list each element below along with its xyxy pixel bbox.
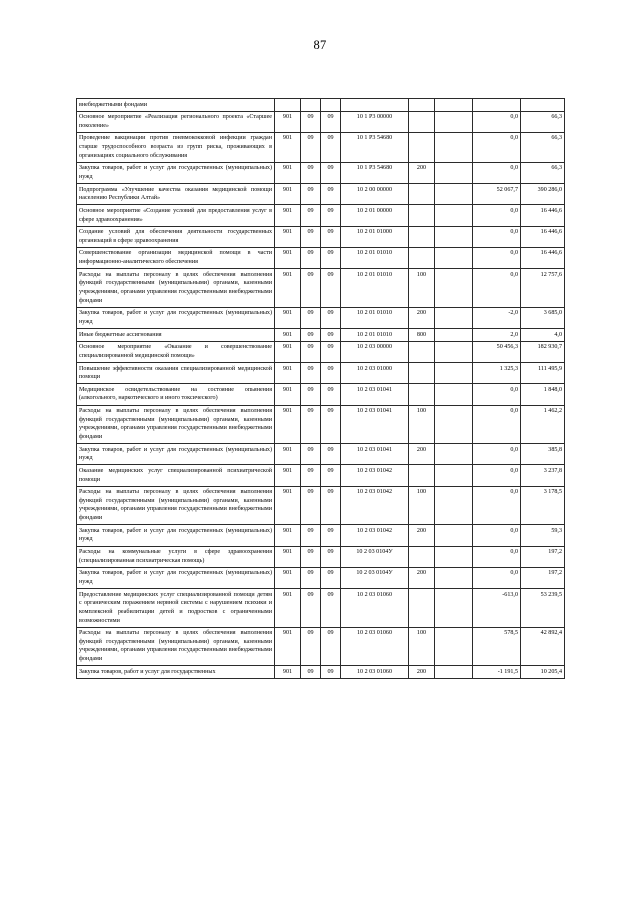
cell-section: 09 xyxy=(301,465,321,486)
table-row xyxy=(77,384,565,405)
cell-amount-total: 111 495,9 xyxy=(521,363,565,384)
cell-chief-administrator: 901 xyxy=(275,589,301,628)
cell-name: Закупка товаров, работ и услуг для государственных (муниципальных) нужд xyxy=(77,567,275,588)
table-row xyxy=(77,329,565,342)
cell-amount-change: -1 191,5 xyxy=(473,666,521,679)
cell-amount-change: 0,0 xyxy=(473,132,521,162)
cell-amount-total: 66,3 xyxy=(521,162,565,183)
cell-amount-change: 0,0 xyxy=(473,546,521,567)
cell-blank xyxy=(435,269,473,308)
cell-chief-administrator: 901 xyxy=(275,162,301,183)
cell-amount-change: 0,0 xyxy=(473,525,521,546)
cell-amount-total: 10 205,4 xyxy=(521,666,565,679)
cell-expense-type: 100 xyxy=(409,405,435,444)
cell-name: Предоставление медицинских услуг специализированной помощи детям с органическим поражением нервной системы с нарушением психики и комплексной реабилитации детей и подростков с ограниченными возможностями xyxy=(77,589,275,628)
cell-amount-change: 50 456,3 xyxy=(473,341,521,362)
cell-target-code: 10 2 01 01010 xyxy=(341,269,409,308)
cell-amount-change: 0,0 xyxy=(473,247,521,268)
cell-expense-type xyxy=(409,184,435,205)
cell-target-code xyxy=(341,99,409,112)
cell-blank xyxy=(435,666,473,679)
cell-subsection: 09 xyxy=(321,205,341,226)
cell-amount-total: 385,8 xyxy=(521,444,565,465)
cell-subsection: 09 xyxy=(321,363,341,384)
table-row xyxy=(77,546,565,567)
cell-expense-type: 200 xyxy=(409,525,435,546)
cell-name: Расходы на выплаты персоналу в целях обеспечения выполнения функций государственными (муниципальными) органами, казенными учреждениями, органами управления государственными внебюджетными фондами xyxy=(77,486,275,525)
cell-blank xyxy=(435,465,473,486)
cell-amount-change: 0,0 xyxy=(473,226,521,247)
cell-amount-total: 12 757,6 xyxy=(521,269,565,308)
cell-subsection: 09 xyxy=(321,132,341,162)
table-row xyxy=(77,666,565,679)
cell-section: 09 xyxy=(301,627,321,666)
cell-chief-administrator: 901 xyxy=(275,226,301,247)
table-row xyxy=(77,132,565,162)
cell-expense-type xyxy=(409,247,435,268)
cell-subsection: 09 xyxy=(321,269,341,308)
cell-subsection: 09 xyxy=(321,627,341,666)
cell-subsection: 09 xyxy=(321,162,341,183)
cell-chief-administrator: 901 xyxy=(275,363,301,384)
cell-amount-total: 3 178,5 xyxy=(521,486,565,525)
table-row xyxy=(77,99,565,112)
cell-chief-administrator: 901 xyxy=(275,205,301,226)
cell-section: 09 xyxy=(301,247,321,268)
cell-target-code: 10 2 03 0104У xyxy=(341,546,409,567)
cell-blank xyxy=(435,99,473,112)
cell-subsection: 09 xyxy=(321,666,341,679)
cell-subsection: 09 xyxy=(321,486,341,525)
cell-name: Расходы на выплаты персоналу в целях обеспечения выполнения функций государственными (муниципальными) органами, казенными учреждениями, органами управления государственными внебюджетными фондами xyxy=(77,405,275,444)
cell-target-code: 10 2 03 01041 xyxy=(341,444,409,465)
table-row xyxy=(77,444,565,465)
cell-target-code: 10 2 01 01010 xyxy=(341,307,409,328)
cell-amount-total: 66,3 xyxy=(521,111,565,132)
cell-amount-total: 182 930,7 xyxy=(521,341,565,362)
table-row xyxy=(77,589,565,628)
cell-target-code: 10 2 01 01000 xyxy=(341,226,409,247)
cell-section: 09 xyxy=(301,184,321,205)
cell-subsection: 09 xyxy=(321,247,341,268)
cell-name: внебюджетными фондами xyxy=(77,99,275,112)
cell-section: 09 xyxy=(301,341,321,362)
cell-subsection: 09 xyxy=(321,405,341,444)
cell-target-code: 10 2 03 01041 xyxy=(341,405,409,444)
cell-name: Основное мероприятие «Создание условий для предоставления услуг в сфере здравоохранения» xyxy=(77,205,275,226)
cell-section: 09 xyxy=(301,162,321,183)
cell-section: 09 xyxy=(301,486,321,525)
cell-chief-administrator: 901 xyxy=(275,384,301,405)
cell-name: Проведение вакцинации против пневмококковой инфекции граждан старше трудоспособного возраста из групп риска, проживающих в организациях социального обслуживания xyxy=(77,132,275,162)
cell-target-code: 10 2 01 00000 xyxy=(341,205,409,226)
cell-subsection: 09 xyxy=(321,589,341,628)
cell-name: Создание условий для обеспечения деятельности государственных организаций в сфере здравоохранения xyxy=(77,226,275,247)
table-row xyxy=(77,486,565,525)
table-row xyxy=(77,567,565,588)
cell-section: 09 xyxy=(301,546,321,567)
cell-blank xyxy=(435,405,473,444)
cell-name: Закупка товаров, работ и услуг для государственных (муниципальных) нужд xyxy=(77,525,275,546)
cell-target-code: 10 2 03 01042 xyxy=(341,525,409,546)
cell-target-code: 10 2 03 01000 xyxy=(341,363,409,384)
cell-chief-administrator: 901 xyxy=(275,405,301,444)
table-row xyxy=(77,247,565,268)
cell-section: 09 xyxy=(301,567,321,588)
cell-expense-type xyxy=(409,363,435,384)
cell-subsection xyxy=(321,99,341,112)
cell-target-code: 10 2 03 01060 xyxy=(341,627,409,666)
table-row xyxy=(77,226,565,247)
cell-amount-change: 0,0 xyxy=(473,567,521,588)
cell-amount-total: 16 446,6 xyxy=(521,226,565,247)
cell-section xyxy=(301,99,321,112)
cell-target-code: 10 2 00 00000 xyxy=(341,184,409,205)
cell-amount-change: 0,0 xyxy=(473,111,521,132)
cell-blank xyxy=(435,184,473,205)
cell-section: 09 xyxy=(301,111,321,132)
cell-expense-type: 200 xyxy=(409,567,435,588)
cell-target-code: 10 2 03 01042 xyxy=(341,486,409,525)
cell-name: Расходы на коммунальные услуги в сфере здравоохранения (специализированная психиатрическая помощь) xyxy=(77,546,275,567)
cell-name: Повышение эффективности оказания специализированной медицинской помощи xyxy=(77,363,275,384)
budget-table-body xyxy=(77,99,565,679)
cell-amount-change: 0,0 xyxy=(473,205,521,226)
cell-target-code: 10 2 03 0104У xyxy=(341,567,409,588)
cell-amount-change: 0,0 xyxy=(473,384,521,405)
cell-amount-total: 59,3 xyxy=(521,525,565,546)
cell-name: Расходы на выплаты персоналу в целях обеспечения выполнения функций государственными (муниципальными) органами, казенными учреждениями, органами управления государственными внебюджетными фондами xyxy=(77,627,275,666)
cell-blank xyxy=(435,444,473,465)
cell-expense-type xyxy=(409,205,435,226)
cell-chief-administrator: 901 xyxy=(275,184,301,205)
cell-amount-total xyxy=(521,99,565,112)
cell-amount-change: -2,0 xyxy=(473,307,521,328)
cell-section: 09 xyxy=(301,307,321,328)
cell-amount-change: 52 067,7 xyxy=(473,184,521,205)
cell-amount-change xyxy=(473,99,521,112)
cell-blank xyxy=(435,307,473,328)
cell-expense-type: 100 xyxy=(409,486,435,525)
cell-name: Оказание медицинских услуг специализированной психиатрической помощи xyxy=(77,465,275,486)
cell-amount-change: 2,0 xyxy=(473,329,521,342)
table-row xyxy=(77,363,565,384)
cell-expense-type: 200 xyxy=(409,307,435,328)
cell-chief-administrator: 901 xyxy=(275,567,301,588)
cell-amount-total: 3 237,8 xyxy=(521,465,565,486)
cell-subsection: 09 xyxy=(321,384,341,405)
cell-blank xyxy=(435,384,473,405)
cell-target-code: 10 2 01 01010 xyxy=(341,247,409,268)
cell-section: 09 xyxy=(301,444,321,465)
cell-name: Медицинское освидетельствование на состояние опьянения (алкогольного, наркотического и иного токсического) xyxy=(77,384,275,405)
cell-subsection: 09 xyxy=(321,567,341,588)
cell-amount-change: 578,5 xyxy=(473,627,521,666)
cell-expense-type xyxy=(409,111,435,132)
cell-section: 09 xyxy=(301,329,321,342)
cell-chief-administrator: 901 xyxy=(275,269,301,308)
cell-chief-administrator xyxy=(275,99,301,112)
cell-subsection: 09 xyxy=(321,444,341,465)
cell-target-code: 10 1 P3 54680 xyxy=(341,162,409,183)
cell-blank xyxy=(435,226,473,247)
cell-blank xyxy=(435,363,473,384)
cell-blank xyxy=(435,525,473,546)
cell-target-code: 10 2 03 01060 xyxy=(341,666,409,679)
cell-chief-administrator: 901 xyxy=(275,307,301,328)
cell-chief-administrator: 901 xyxy=(275,329,301,342)
table-row xyxy=(77,465,565,486)
cell-name: Закупка товаров, работ и услуг для государственных (муниципальных) нужд xyxy=(77,307,275,328)
cell-amount-change: 0,0 xyxy=(473,444,521,465)
page-number: 87 xyxy=(313,38,327,52)
cell-chief-administrator: 901 xyxy=(275,111,301,132)
cell-expense-type xyxy=(409,99,435,112)
cell-chief-administrator: 901 xyxy=(275,465,301,486)
cell-subsection: 09 xyxy=(321,546,341,567)
table-row xyxy=(77,269,565,308)
cell-section: 09 xyxy=(301,205,321,226)
cell-amount-change: 0,0 xyxy=(473,269,521,308)
cell-name: Расходы на выплаты персоналу в целях обеспечения выполнения функций государственными (муниципальными) органами, казенными учреждениями, органами управления государственными внебюджетными фондами xyxy=(77,269,275,308)
cell-target-code: 10 1 P3 54680 xyxy=(341,132,409,162)
cell-blank xyxy=(435,341,473,362)
cell-amount-change: 1 325,3 xyxy=(473,363,521,384)
cell-amount-total: 1 462,2 xyxy=(521,405,565,444)
table-row xyxy=(77,184,565,205)
cell-chief-administrator: 901 xyxy=(275,666,301,679)
cell-expense-type: 200 xyxy=(409,444,435,465)
cell-expense-type xyxy=(409,589,435,628)
cell-amount-change: 0,0 xyxy=(473,405,521,444)
cell-target-code: 10 2 03 01041 xyxy=(341,384,409,405)
cell-section: 09 xyxy=(301,132,321,162)
table-row xyxy=(77,111,565,132)
cell-name: Основное мероприятие «Оказание и совершенствование специализированной медицинской помощи» xyxy=(77,341,275,362)
table-row xyxy=(77,341,565,362)
cell-blank xyxy=(435,205,473,226)
cell-amount-change: -613,0 xyxy=(473,589,521,628)
table-row xyxy=(77,162,565,183)
cell-amount-total: 16 446,6 xyxy=(521,205,565,226)
cell-blank xyxy=(435,329,473,342)
cell-section: 09 xyxy=(301,525,321,546)
table-row xyxy=(77,525,565,546)
cell-amount-total: 197,2 xyxy=(521,546,565,567)
cell-expense-type xyxy=(409,546,435,567)
cell-name: Совершенствование организации медицинской помощи в части информационно-аналитического обеспечения xyxy=(77,247,275,268)
table-row xyxy=(77,405,565,444)
cell-amount-total: 4,0 xyxy=(521,329,565,342)
cell-blank xyxy=(435,589,473,628)
cell-blank xyxy=(435,486,473,525)
cell-amount-total: 66,3 xyxy=(521,132,565,162)
budget-table xyxy=(76,98,565,679)
cell-chief-administrator: 901 xyxy=(275,627,301,666)
cell-amount-change: 0,0 xyxy=(473,486,521,525)
cell-expense-type: 200 xyxy=(409,162,435,183)
cell-section: 09 xyxy=(301,384,321,405)
cell-name: Основное мероприятие «Реализация регионального проекта «Старшее поколение» xyxy=(77,111,275,132)
cell-expense-type xyxy=(409,341,435,362)
cell-subsection: 09 xyxy=(321,525,341,546)
cell-amount-total: 3 685,0 xyxy=(521,307,565,328)
table-row xyxy=(77,627,565,666)
cell-subsection: 09 xyxy=(321,184,341,205)
cell-blank xyxy=(435,627,473,666)
cell-amount-total: 197,2 xyxy=(521,567,565,588)
cell-section: 09 xyxy=(301,226,321,247)
cell-subsection: 09 xyxy=(321,111,341,132)
cell-expense-type xyxy=(409,465,435,486)
cell-name: Закупка товаров, работ и услуг для государственных (муниципальных) нужд xyxy=(77,444,275,465)
budget-table-container xyxy=(76,98,564,679)
cell-name: Подпрограмма «Улучшение качества оказания медицинской помощи населению Республики Алтай» xyxy=(77,184,275,205)
cell-chief-administrator: 901 xyxy=(275,444,301,465)
cell-subsection: 09 xyxy=(321,465,341,486)
cell-amount-total: 1 848,0 xyxy=(521,384,565,405)
cell-target-code: 10 1 P3 00000 xyxy=(341,111,409,132)
cell-name: Закупка товаров, работ и услуг для государственных (муниципальных) нужд xyxy=(77,162,275,183)
cell-expense-type xyxy=(409,384,435,405)
cell-chief-administrator: 901 xyxy=(275,247,301,268)
cell-blank xyxy=(435,162,473,183)
cell-chief-administrator: 901 xyxy=(275,546,301,567)
cell-subsection: 09 xyxy=(321,341,341,362)
cell-chief-administrator: 901 xyxy=(275,341,301,362)
cell-section: 09 xyxy=(301,666,321,679)
cell-expense-type: 100 xyxy=(409,627,435,666)
cell-amount-total: 390 286,0 xyxy=(521,184,565,205)
cell-blank xyxy=(435,567,473,588)
cell-chief-administrator: 901 xyxy=(275,132,301,162)
table-row xyxy=(77,205,565,226)
cell-amount-total: 42 892,4 xyxy=(521,627,565,666)
cell-target-code: 10 2 01 01010 xyxy=(341,329,409,342)
cell-expense-type xyxy=(409,226,435,247)
cell-target-code: 10 2 03 01060 xyxy=(341,589,409,628)
cell-subsection: 09 xyxy=(321,226,341,247)
cell-section: 09 xyxy=(301,269,321,308)
cell-expense-type: 800 xyxy=(409,329,435,342)
cell-name: Закупка товаров, работ и услуг для государственных xyxy=(77,666,275,679)
table-row xyxy=(77,307,565,328)
cell-amount-change: 0,0 xyxy=(473,465,521,486)
cell-chief-administrator: 901 xyxy=(275,525,301,546)
cell-blank xyxy=(435,111,473,132)
cell-amount-total: 16 446,6 xyxy=(521,247,565,268)
cell-target-code: 10 2 03 00000 xyxy=(341,341,409,362)
cell-blank xyxy=(435,546,473,567)
cell-section: 09 xyxy=(301,405,321,444)
cell-section: 09 xyxy=(301,589,321,628)
cell-subsection: 09 xyxy=(321,329,341,342)
cell-expense-type: 200 xyxy=(409,666,435,679)
cell-chief-administrator: 901 xyxy=(275,486,301,525)
cell-amount-change: 0,0 xyxy=(473,162,521,183)
cell-amount-total: 53 239,5 xyxy=(521,589,565,628)
cell-blank xyxy=(435,247,473,268)
cell-expense-type xyxy=(409,132,435,162)
cell-target-code: 10 2 03 01042 xyxy=(341,465,409,486)
cell-expense-type: 100 xyxy=(409,269,435,308)
cell-section: 09 xyxy=(301,363,321,384)
cell-name: Иные бюджетные ассигнования xyxy=(77,329,275,342)
cell-subsection: 09 xyxy=(321,307,341,328)
cell-blank xyxy=(435,132,473,162)
